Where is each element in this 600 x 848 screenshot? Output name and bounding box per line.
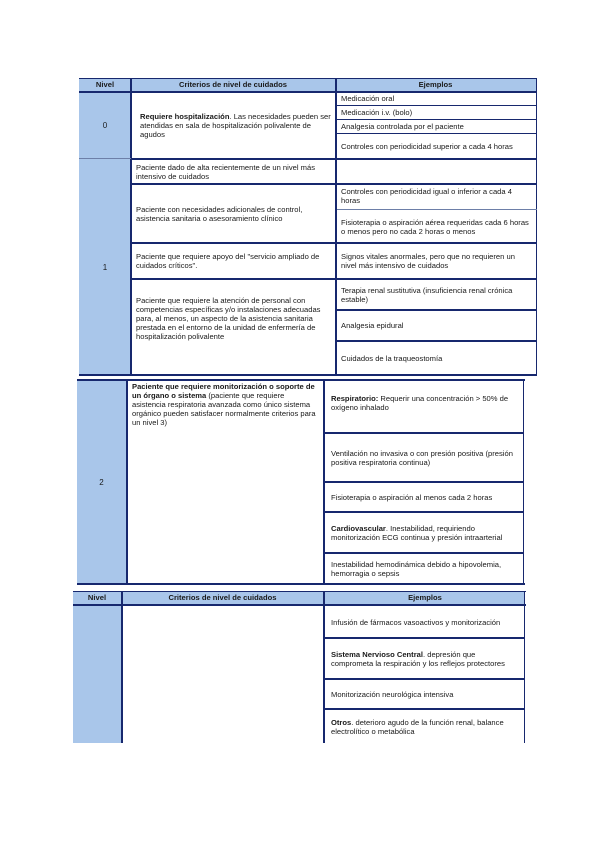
table-border: [130, 278, 537, 280]
level-3-cell: [73, 606, 121, 743]
table-border: [79, 158, 131, 159]
level-0-criterion: [132, 92, 335, 159]
level-1-criterion-4: Paciente que requiere la atención de personal con competencias específicas y/o instalaciones adecuadas para, al menos, un aspecto de la asistencia sanitaria prestada en el entorno de la unidad de enfermería de hospitalización polivalente: [132, 294, 335, 374]
table-border: [524, 591, 525, 743]
table-border: [536, 78, 537, 375]
table-border: [130, 242, 537, 244]
example-c-2-bold: Sistema Nervioso Central: [331, 649, 424, 659]
example-l1-5: Analgesia epidural: [337, 311, 536, 340]
table-border: [325, 511, 524, 513]
table-border: [337, 309, 537, 311]
header-criterios: Criterios de nivel de cuidados: [122, 592, 323, 604]
table-border: [77, 583, 525, 585]
level-2-cell: 2: [77, 381, 126, 583]
level-2-criterion: [128, 382, 321, 442]
table-border: [325, 552, 524, 554]
example-l1-2: Fisioterapia o aspiración aérea requeridas cada 6 horas o menos pero no cada 2 horas o menos: [337, 211, 536, 242]
example-l2-3: Fisioterapia o aspiración al menos cada 2 horas: [327, 484, 523, 510]
table-border: [337, 105, 537, 106]
level-1-cell: 1: [79, 159, 131, 375]
table-border: [73, 591, 526, 592]
level-0-criterion-text: . Las necesidades pueden ser atendidas en sala de hospitalización polivalente de agudos: [140, 112, 331, 139]
table-border: [325, 708, 525, 710]
header-criterios: Criterios de nivel de cuidados: [131, 79, 335, 91]
example-c-1: Infusión de fármacos vasoactivos y monitorización: [327, 607, 523, 637]
table-border: [323, 591, 325, 743]
table-border: [73, 604, 526, 606]
level-2-criterion-text: (paciente que requiere asistencia respiratoria avanzada como único sistema orgánico pueden satisfacer normalmente criterios para un nivel 3): [132, 391, 316, 427]
header-nivel: Nivel: [73, 592, 121, 604]
example-c-2: [327, 640, 523, 677]
example-l2-1: [327, 382, 523, 432]
table-border: [337, 340, 537, 342]
table-border: [130, 158, 537, 160]
example-l2-1-bold: Respiratorio:: [331, 394, 379, 403]
example-c-4: [327, 711, 523, 743]
example-l2-4: [327, 514, 523, 551]
table-border: [325, 637, 525, 639]
table-border: [337, 133, 537, 134]
example-c-4-bold: Otros: [331, 718, 352, 727]
example-c-3: Monitorización neurológica intensiva: [327, 681, 523, 708]
example-l0-2: Medicación i.v. (bolo): [337, 106, 536, 119]
example-l0-4: Controles con periodicidad superior a cada 4 horas: [337, 134, 536, 158]
level-0-cell: 0: [79, 92, 131, 159]
table-border: [126, 379, 128, 584]
example-l1-1: Controles con periodicidad igual o inferior a cada 4 horas: [337, 184, 536, 208]
table-border: [325, 678, 525, 680]
example-c-4-text: . deterioro agudo de la función renal, balance electrolítico o metabólica: [331, 718, 504, 736]
table-border: [77, 379, 525, 381]
level-3-criterion: [122, 606, 323, 743]
example-l2-5: Inestabilidad hemodinámica debido a hipovolemia, hemorragia o sepsis: [327, 554, 523, 583]
header-nivel: Nivel: [79, 79, 131, 91]
table-border: [337, 209, 537, 210]
example-l1-3: Signos vitales anormales, pero que no requieren un nivel más intensivo de cuidados: [337, 244, 536, 278]
table-border: [130, 78, 132, 375]
table-border: [337, 119, 537, 120]
level-1-criterion-3: Paciente que requiere apoyo del "servicio ampliado de cuidados críticos".: [132, 244, 335, 278]
table-border: [130, 183, 537, 185]
example-l0-3: Analgesia controlada por el paciente: [337, 120, 536, 133]
table-border: [325, 481, 524, 483]
level-2-criterion-bold: Paciente que requiere monitorización o soporte de un órgano o sistema: [132, 382, 315, 400]
level-1-criterion-2: Paciente con necesidades adicionales de control, asistencia sanitaria o asesoramiento clínico: [132, 184, 335, 243]
table-border: [335, 78, 337, 375]
table-border: [325, 432, 524, 434]
example-l1-6: Cuidados de la traqueostomía: [337, 342, 536, 374]
example-l2-1-text: Requerir una concentración > 50% de oxígeno inhalado: [331, 394, 509, 412]
table-border: [121, 591, 123, 743]
example-l2-4-bold: Cardiovascular: [331, 523, 386, 533]
example-l1-4: Terapia renal sustitutiva (insuficiencia renal crónica estable): [337, 281, 536, 309]
example-l0-1: Medicación oral: [337, 92, 536, 105]
level-1-criterion-1: Paciente dado de alta recientemente de un nivel más intensivo de cuidados: [132, 160, 335, 183]
example-l2-4-text: . Inestabilidad, requiriendo monitorización ECG continua y presión intraarterial: [331, 523, 503, 542]
level-0-criterion-bold: Requiere hospitalización: [140, 112, 230, 121]
table-border: [79, 374, 537, 376]
table-border: [79, 78, 537, 79]
table-border: [79, 91, 537, 93]
example-l2-2: Ventilación no invasiva o con presión positiva (presión positiva respiratoria continua): [327, 435, 523, 481]
header-ejemplos: Ejemplos: [335, 79, 536, 91]
header-ejemplos: Ejemplos: [325, 592, 525, 604]
example-c-2-text: . depresión que comprometa la respiración y los reflejos protectores: [331, 649, 505, 668]
